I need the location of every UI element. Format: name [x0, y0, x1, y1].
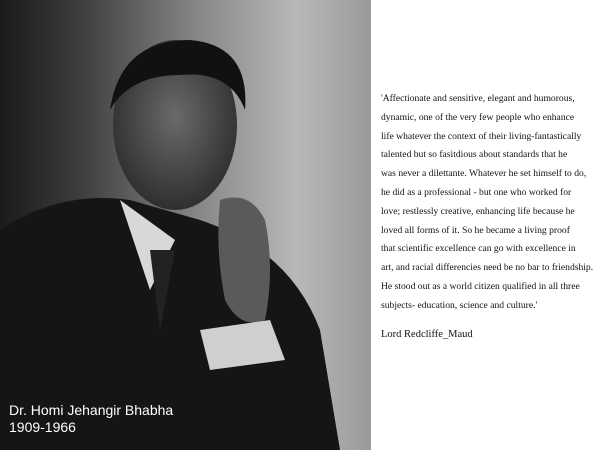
quote-line: love; restlessly creative, enhancing life because he	[381, 205, 575, 217]
quote-line: dynamic, one of the very few people who enhance	[381, 111, 575, 123]
caption-years: 1909-1966	[9, 419, 76, 435]
quote-line: He stood out as a world citizen qualified in all three	[381, 280, 580, 292]
quote-line: subjects- education, science and culture.'	[381, 299, 538, 311]
quote-line: art, and racial differencies need be no bar to friendship.	[381, 262, 594, 274]
quote-line: was never a dilettante. Whatever he set himself to do,	[381, 168, 587, 180]
quote-line: talented but so fasitdious about standards that he	[381, 149, 568, 161]
portrait-caption	[9, 402, 173, 436]
quote-line: life whatever the context of their living-fantastically	[381, 130, 582, 142]
quote-line: loved all forms of it. So he became a living proof	[381, 224, 570, 236]
quote-author: Lord Redcliffe_Maud	[381, 329, 473, 340]
quote-text	[381, 93, 600, 319]
caption-name: Dr. Homi Jehangir Bhabha	[9, 402, 174, 418]
quote-line: he did as a professional - but one who worked for	[381, 186, 572, 198]
quote-line: that scientific excellence can go with excellence in	[381, 243, 576, 255]
quote-line: 'Affectionate and sensitive, elegant and humorous,	[381, 93, 575, 104]
